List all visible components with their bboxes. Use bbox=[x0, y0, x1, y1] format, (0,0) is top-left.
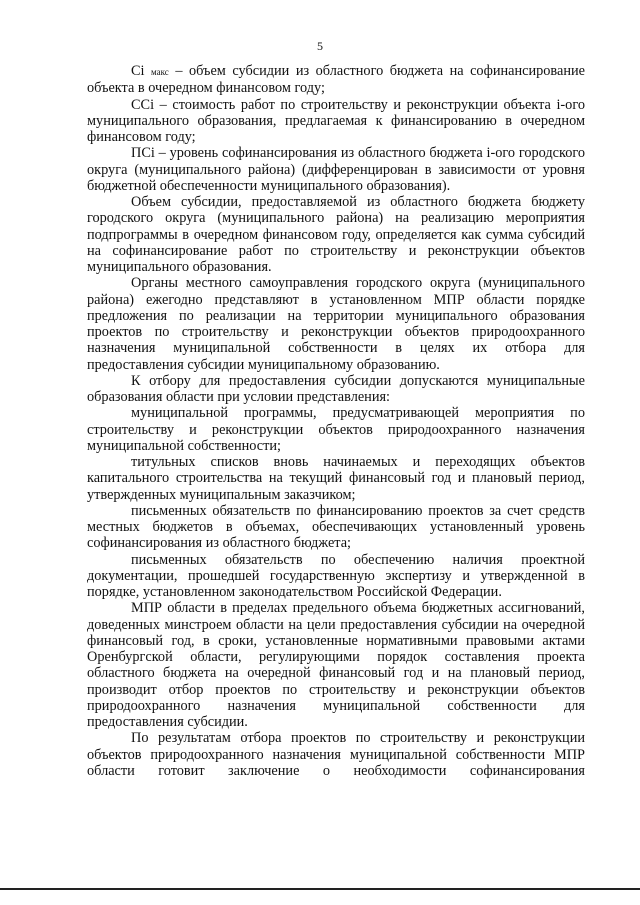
definition-cci: ССi – стоимость работ по строительству и реконструкции объекта i-ого муниципального образования, предлагаемая к финансированию в очередном финансовом году; bbox=[87, 96, 585, 145]
list-item-financing-obligations: письменных обязательств по финансированию проектов за счет средств местных бюджетов в объемах, обеспечивающих установленный уровень софинансирования из областного бюджета; bbox=[87, 502, 585, 552]
formula-subscript: макс bbox=[151, 67, 169, 77]
paragraph-selection-results: По результатам отбора проектов по строительству и реконструкции объектов природоохранного назначения муниципальной собственности МПР области готовит заключение о необходимости софинансирования bbox=[87, 730, 585, 779]
formula-symbol: Ci bbox=[131, 63, 145, 79]
paragraph-selection-conditions: К отбору для предоставления субсидии допускаются муниципальные образования области при условии представления: bbox=[87, 372, 585, 405]
list-item-documentation-obligations: письменных обязательств по обеспечению наличия проектной документации, прошедшей государственную экспертизу и утвержденной в порядке, установленном законодательством Российской Федерации. bbox=[87, 551, 585, 600]
definition-psi: ПСi – уровень софинансирования из областного бюджета i-ого городского округа (муниципального района) (дифференцирован в зависимости от уровня бюджетной обеспеченности муниципального образования). bbox=[87, 145, 585, 194]
page-number: 5 bbox=[317, 39, 323, 53]
definition-ci-max bbox=[87, 63, 585, 97]
bottom-rule bbox=[0, 888, 640, 890]
list-item-title-lists: титульных списков вновь начинаемых и переходящих объектов капитального строительства на текущий финансовый год и плановый период, утвержденных муниципальным заказчиком; bbox=[87, 454, 585, 503]
definition-text: – объем субсидии из областного бюджета на софинансирование объекта в очередном финансовом году; bbox=[87, 63, 585, 97]
paragraph-subsidy-volume: Объем субсидии, предоставляемой из областного бюджета бюджету городского округа (муниципального района) на реализацию мероприятия подпрограммы в очередном финансовом году, определяется как сумма субсидий на софинансирование работ по строительству и реконструкции объектов муниципального образования. bbox=[87, 194, 585, 275]
document-body bbox=[87, 63, 585, 779]
paragraph-mpr-selection: МПР области в пределах предельного объема бюджетных ассигнований, доведенных минстроем области на цели предоставления субсидии на очередной финансовый год, в сроки, установленные нормативными правовыми актами Оренбургской области, регулирующими порядок составления проекта областного бюджета на очередной финансовый год и на плановый период, производит отбор проектов по строительству и реконструкции объектов природоохранного назначения муниципальной собственности для предоставления субсидии. bbox=[87, 600, 585, 730]
list-item-municipal-program: муниципальной программы, предусматривающей мероприятия по строительству и реконструкции объектов природоохранного назначения муниципальной собственности; bbox=[87, 405, 585, 454]
paragraph-local-authorities: Органы местного самоуправления городского округа (муниципального района) ежегодно представляют в установленном МПР области порядке предложения по реализации на территории муниципального образования проектов по строительству и реконструкции объектов природоохранного назначения муниципальной собственности в целях их отбора для предоставления субсидии муниципальному образованию. bbox=[87, 275, 585, 373]
